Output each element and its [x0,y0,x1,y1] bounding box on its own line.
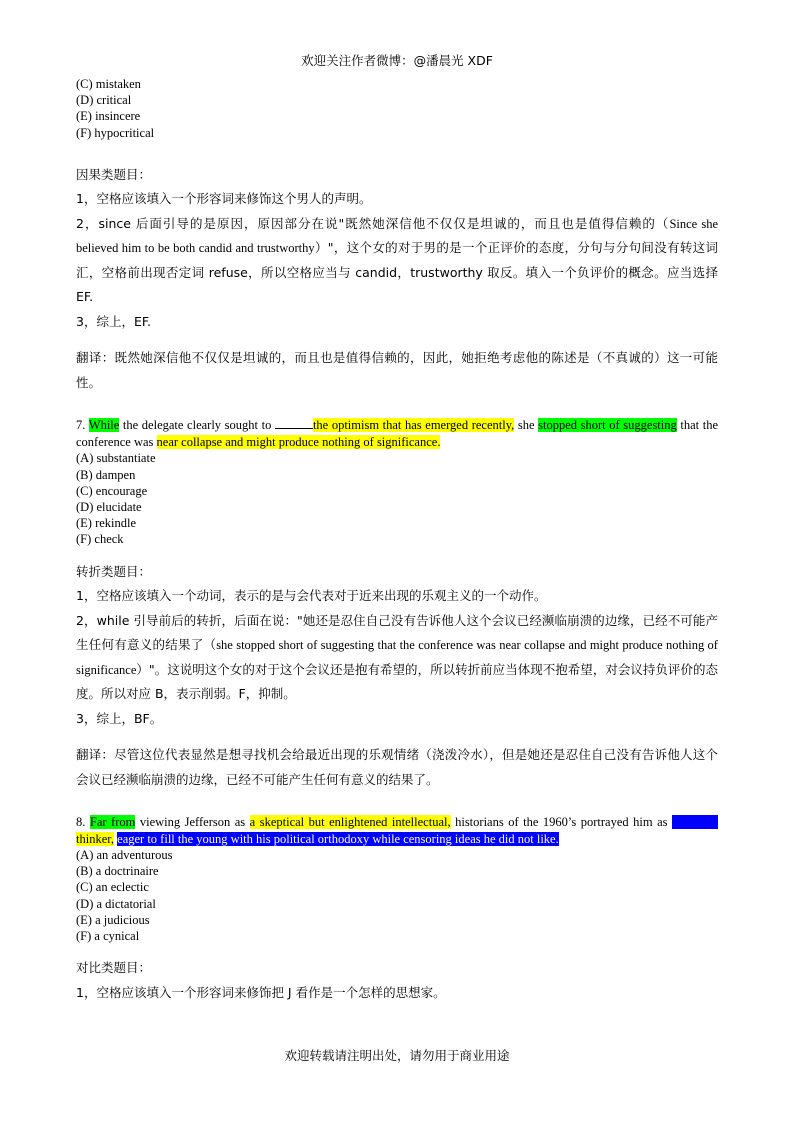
q7-analysis-title: 转折类题目： [76,563,152,579]
q6-analysis-step3: 3，综上，EF. [76,313,152,329]
q7-translation: 翻译：尽管这位代表显然是想寻找机会给最近出现的乐观情绪（浇泼冷水），但是她还是忍住自己没有告诉他人这个会议已经濒临崩溃的边缘，已经不可能产生任何有意义的结果了。 [76,747,718,787]
q8-option-e: (E) a judicious [76,912,150,927]
q7-option-b: (B) dampen [76,467,136,482]
q7-analysis-step2: 2，while 引导前后的转折，后面在说："她还是忍住自己没有告诉他人这个会议已经濒临崩溃的边缘，已经不可能产生任何有意义的结果了（she stopped short of suggesting that the conference was near collapse and might produce nothing of significance）"。这说明这个女的对于这个会议还是抱有希望的，所以转折前应当体现不抱希望，对会议持负评价的态度。所以对应 B，表示削弱。F，抑制。 [76,612,718,702]
q7-highlight-while: While [88,418,120,433]
q6-analysis-title: 因果类题目： [76,166,152,182]
q7-option-f: (F) check [76,532,124,547]
q6-option-d: (D) critical [76,93,132,108]
q6-option-c: (C) mistaken [76,77,141,91]
page-header: 欢迎关注作者微博：@潘晨光 XDF [301,53,493,68]
q8-option-d: (D) a dictatorial [76,896,156,911]
page-footer: 欢迎转载请注明出处，请勿用于商业用途 [284,1048,510,1063]
q8-option-f: (F) a cynical [76,929,140,944]
q6-option-e: (E) insincere [76,109,141,124]
q7-analysis-step3: 3，综上，BF。 [76,710,163,726]
q6-analysis-step2: 2，since 后面引导的是原因，原因部分在说"既然她深信他不仅仅是坦诚的，而且也是值得信赖的（Since she believed him to be both candid and trustworthy）"，这个女的对于男的是一个正评价的态度，分句与分句间没有转这词汇，空格前出现否定词 refuse，所以空格应当与 candid，trustworthy 取反。填入一个负评价的概念。应当选择 EF. [76,215,719,305]
q7-blank [275,418,313,429]
q7-option-d: (D) elucidate [76,499,142,514]
q7-option-c: (C) encourage [76,483,148,498]
q8-analysis-step1: 1，空格应该填入一个形容词来修饰把 J 看作是一个怎样的思想家。 [76,984,446,1000]
q7-option-e: (E) rekindle [76,516,137,531]
q8-blank [672,815,718,829]
q6-translation: 翻译：既然她深信他不仅仅是坦诚的，而且也是值得信赖的，因此，她拒绝考虑他的陈述是（不真诚的）这一可能性。 [76,350,718,390]
q8-stem: 8. Far from viewing Jefferson as a skeptical but enlightened intellectual, historians of the 1960’s portrayed him as thinker, eager to fill the young with his political orthodoxy while censoring ideas he did not like. [76,814,718,847]
q6-analysis-step1: 1，空格应该填入一个形容词来修饰这个男人的声明。 [76,191,372,207]
document-body [76,76,718,1005]
q7-analysis-step1: 1，空格应该填入一个动词，表示的是与会代表对于近来出现的乐观主义的一个动作。 [76,588,547,604]
q7-option-a: (A) substantiate [76,451,156,466]
q8-option-a: (A) an adventurous [76,848,173,863]
q8-analysis-title: 对比类题目： [76,960,152,976]
q8-option-b: (B) a doctrinaire [76,864,159,879]
q8-option-c: (C) an eclectic [76,880,149,895]
q6-option-f: (F) hypocritical [76,125,155,140]
q7-stem: 7. While the delegate clearly sought to the optimism that has emerged recently, she stopped short of suggesting that the conference was near collapse and might produce nothing of significance. [76,418,718,449]
